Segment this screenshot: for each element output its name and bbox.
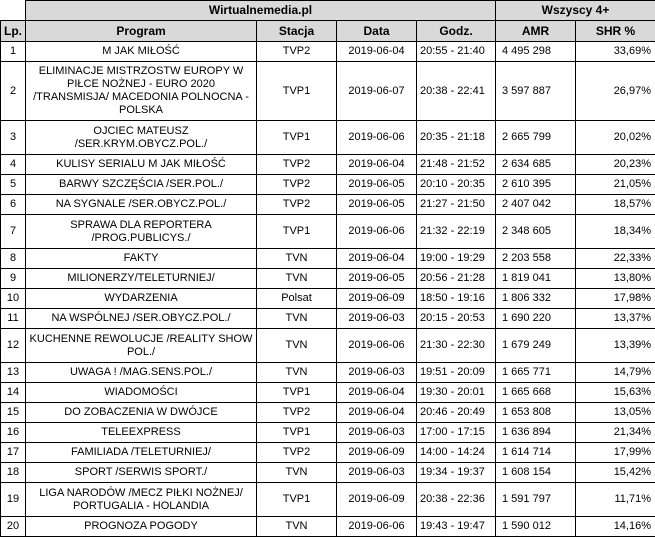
time-slot: 21:32 - 22:19 [417, 215, 496, 249]
row-number: 14 [1, 383, 26, 403]
time-slot: 21:30 - 22:30 [417, 329, 496, 363]
program-name: ELIMINACJE MISTRZOSTW EUROPY W PIŁCE NOŻNEJ - EURO 2020 /TRANSMISJA/ MACEDONIA POLNOCNA - POLSKA [26, 62, 257, 121]
broadcast-date: 2019-06-06 [337, 329, 417, 363]
broadcast-date: 2019-06-05 [337, 195, 417, 215]
station: TVP2 [257, 195, 337, 215]
broadcast-date: 2019-06-03 [337, 363, 417, 383]
row-number: 15 [1, 403, 26, 423]
table-row [1, 269, 655, 289]
row-number: 12 [1, 329, 26, 363]
amr-value: 1 665 668 [496, 383, 576, 403]
program-name: BARWY SZCZĘŚCIA /SER.POL./ [26, 175, 257, 195]
station: TVP2 [257, 443, 337, 463]
amr-value: 1 636 894 [496, 423, 576, 443]
broadcast-date: 2019-06-04 [337, 403, 417, 423]
time-slot: 14:00 - 14:24 [417, 443, 496, 463]
station: TVN [257, 517, 337, 537]
station: TVP2 [257, 155, 337, 175]
table-row [1, 329, 655, 363]
station: TVP1 [257, 483, 337, 517]
program-name: FAMILIADA /TELETURNIEJ/ [26, 443, 257, 463]
time-slot: 19:51 - 20:09 [417, 363, 496, 383]
station: TVP1 [257, 62, 337, 121]
program-name: DO ZOBACZENIA W DWÓJCE [26, 403, 257, 423]
row-number: 13 [1, 363, 26, 383]
table-row [1, 155, 655, 175]
time-slot: 19:34 - 19:37 [417, 463, 496, 483]
program-name: OJCIEC MATEUSZ /SER.KRYM.OBYCZ.POL./ [26, 121, 257, 155]
row-number: 2 [1, 62, 26, 121]
broadcast-date: 2019-06-06 [337, 215, 417, 249]
shr-value: 15,63% [576, 383, 655, 403]
amr-value: 1 819 041 [496, 269, 576, 289]
station: TVN [257, 363, 337, 383]
program-name: KULISY SERIALU M JAK MIŁOŚĆ [26, 155, 257, 175]
program-name: WYDARZENIA [26, 289, 257, 309]
source-header: Wirtualnemedia.pl [26, 1, 496, 21]
column-header-shr: SHR % [576, 21, 655, 42]
row-number: 3 [1, 121, 26, 155]
program-name: TELEEXPRESS [26, 423, 257, 443]
row-number: 9 [1, 269, 26, 289]
amr-value: 1 590 012 [496, 517, 576, 537]
station: TVN [257, 249, 337, 269]
broadcast-date: 2019-06-06 [337, 121, 417, 155]
station: TVN [257, 329, 337, 363]
row-number: 5 [1, 175, 26, 195]
table-row [1, 42, 655, 62]
column-header-program: Program [26, 21, 257, 42]
station: Polsat [257, 289, 337, 309]
shr-value: 21,05% [576, 175, 655, 195]
shr-value: 13,80% [576, 269, 655, 289]
program-name: NA SYGNALE /SER.OBYCZ.POL./ [26, 195, 257, 215]
time-slot: 17:00 - 17:15 [417, 423, 496, 443]
row-number: 20 [1, 517, 26, 537]
amr-value: 2 348 605 [496, 215, 576, 249]
time-slot: 21:48 - 21:52 [417, 155, 496, 175]
time-slot: 20:38 - 22:36 [417, 483, 496, 517]
shr-value: 13,05% [576, 403, 655, 423]
row-number: 6 [1, 195, 26, 215]
broadcast-date: 2019-06-03 [337, 463, 417, 483]
table-row [1, 215, 655, 249]
shr-value: 14,79% [576, 363, 655, 383]
table-row [1, 289, 655, 309]
amr-value: 1 679 249 [496, 329, 576, 363]
station: TVN [257, 269, 337, 289]
amr-value: 1 591 797 [496, 483, 576, 517]
table-row [1, 517, 655, 537]
time-slot: 18:50 - 19:16 [417, 289, 496, 309]
shr-value: 17,99% [576, 443, 655, 463]
time-slot: 19:43 - 19:47 [417, 517, 496, 537]
broadcast-date: 2019-06-09 [337, 289, 417, 309]
time-slot: 20:46 - 20:49 [417, 403, 496, 423]
station: TVN [257, 463, 337, 483]
amr-value: 2 665 799 [496, 121, 576, 155]
broadcast-date: 2019-06-07 [337, 62, 417, 121]
shr-value: 22,33% [576, 249, 655, 269]
row-number: 17 [1, 443, 26, 463]
column-header-data: Data [337, 21, 417, 42]
table-row [1, 383, 655, 403]
station: TVP1 [257, 383, 337, 403]
station: TVP2 [257, 42, 337, 62]
time-slot: 20:15 - 20:53 [417, 309, 496, 329]
program-name: LIGA NARODÓW /MECZ PIŁKI NOŻNEJ/ PORTUGALIA - HOLANDIA [26, 483, 257, 517]
time-slot: 20:10 - 20:35 [417, 175, 496, 195]
row-number: 11 [1, 309, 26, 329]
row-number: 4 [1, 155, 26, 175]
program-name: SPORT /SERWIS SPORT./ [26, 463, 257, 483]
program-name: KUCHENNE REWOLUCJE /REALITY SHOW POL./ [26, 329, 257, 363]
shr-value: 20,02% [576, 121, 655, 155]
table-row [1, 195, 655, 215]
station: TVP2 [257, 175, 337, 195]
time-slot: 19:00 - 19:29 [417, 249, 496, 269]
broadcast-date: 2019-06-05 [337, 175, 417, 195]
broadcast-date: 2019-06-04 [337, 155, 417, 175]
station: TVP2 [257, 403, 337, 423]
time-slot: 20:56 - 21:28 [417, 269, 496, 289]
table-row [1, 309, 655, 329]
broadcast-date: 2019-06-09 [337, 483, 417, 517]
time-slot: 21:27 - 21:50 [417, 195, 496, 215]
amr-value: 1 608 154 [496, 463, 576, 483]
amr-value: 2 407 042 [496, 195, 576, 215]
header-corner [1, 1, 26, 21]
station: TVP1 [257, 215, 337, 249]
station: TVN [257, 309, 337, 329]
shr-value: 21,34% [576, 423, 655, 443]
table-row [1, 249, 655, 269]
station: TVP1 [257, 121, 337, 155]
broadcast-date: 2019-06-04 [337, 42, 417, 62]
table-row [1, 363, 655, 383]
amr-value: 1 806 332 [496, 289, 576, 309]
table-row [1, 121, 655, 155]
amr-value: 4 495 298 [496, 42, 576, 62]
shr-value: 20,23% [576, 155, 655, 175]
broadcast-date: 2019-06-06 [337, 517, 417, 537]
program-name: WIADOMOŚCI [26, 383, 257, 403]
column-header-amr: AMR [496, 21, 576, 42]
broadcast-date: 2019-06-05 [337, 269, 417, 289]
audience-header: Wszyscy 4+ [496, 1, 655, 21]
shr-value: 11,71% [576, 483, 655, 517]
row-number: 19 [1, 483, 26, 517]
table-row [1, 443, 655, 463]
time-slot: 19:30 - 20:01 [417, 383, 496, 403]
shr-value: 17,98% [576, 289, 655, 309]
station: TVP1 [257, 423, 337, 443]
column-header-lp: Lp. [1, 21, 26, 42]
shr-value: 15,42% [576, 463, 655, 483]
amr-value: 3 597 887 [496, 62, 576, 121]
amr-value: 1 614 714 [496, 443, 576, 463]
shr-value: 18,34% [576, 215, 655, 249]
table-body [1, 42, 655, 537]
column-header-godz: Godz. [417, 21, 496, 42]
shr-value: 33,69% [576, 42, 655, 62]
shr-value: 13,37% [576, 309, 655, 329]
shr-value: 18,57% [576, 195, 655, 215]
broadcast-date: 2019-06-03 [337, 423, 417, 443]
amr-value: 2 610 395 [496, 175, 576, 195]
amr-value: 2 203 558 [496, 249, 576, 269]
table-row [1, 483, 655, 517]
table-row [1, 463, 655, 483]
shr-value: 26,97% [576, 62, 655, 121]
time-slot: 20:38 - 22:41 [417, 62, 496, 121]
amr-value: 1 665 771 [496, 363, 576, 383]
header-row-top [1, 1, 655, 21]
row-number: 7 [1, 215, 26, 249]
amr-value: 2 634 685 [496, 155, 576, 175]
table-row [1, 62, 655, 121]
row-number: 8 [1, 249, 26, 269]
row-number: 1 [1, 42, 26, 62]
amr-value: 1 690 220 [496, 309, 576, 329]
table-row [1, 423, 655, 443]
program-name: UWAGA ! /MAG.SENS.POL./ [26, 363, 257, 383]
program-name: PROGNOZA POGODY [26, 517, 257, 537]
program-name: NA WSPÓLNEJ /SER.OBYCZ.POL./ [26, 309, 257, 329]
row-number: 18 [1, 463, 26, 483]
shr-value: 13,39% [576, 329, 655, 363]
header-row-columns [1, 21, 655, 42]
column-header-stacja: Stacja [257, 21, 337, 42]
broadcast-date: 2019-06-09 [337, 443, 417, 463]
broadcast-date: 2019-06-03 [337, 309, 417, 329]
program-name: SPRAWA DLA REPORTERA /PROG.PUBLICYS./ [26, 215, 257, 249]
row-number: 10 [1, 289, 26, 309]
broadcast-date: 2019-06-04 [337, 383, 417, 403]
time-slot: 20:55 - 21:40 [417, 42, 496, 62]
table-row [1, 175, 655, 195]
table-row [1, 403, 655, 423]
time-slot: 20:35 - 21:18 [417, 121, 496, 155]
broadcast-date: 2019-06-04 [337, 249, 417, 269]
row-number: 16 [1, 423, 26, 443]
amr-value: 1 653 808 [496, 403, 576, 423]
program-name: MILIONERZY/TELETURNIEJ/ [26, 269, 257, 289]
shr-value: 14,16% [576, 517, 655, 537]
program-name: FAKTY [26, 249, 257, 269]
program-name: M JAK MIŁOŚĆ [26, 42, 257, 62]
